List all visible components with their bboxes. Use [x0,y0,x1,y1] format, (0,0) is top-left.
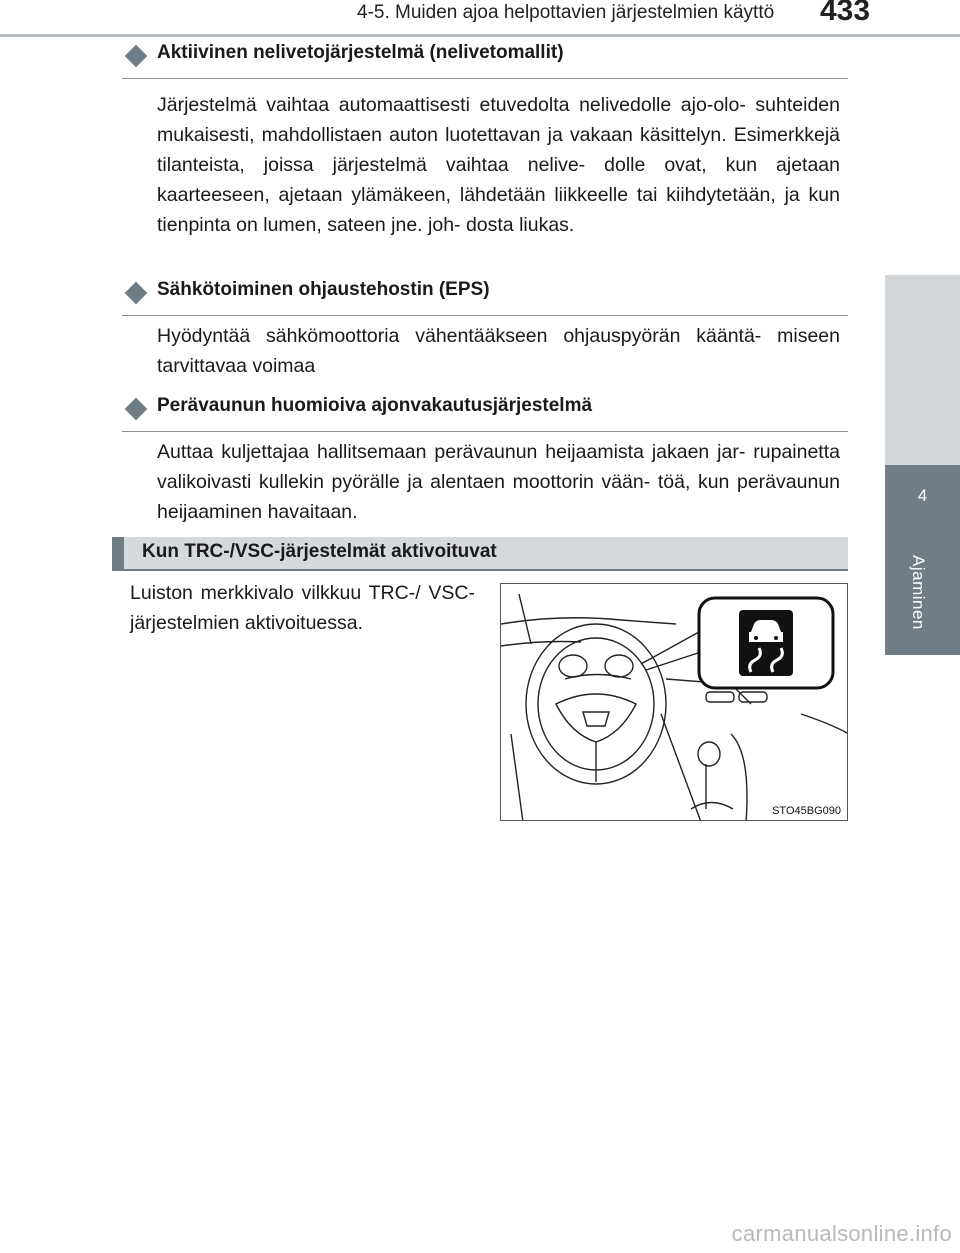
diamond-bullet-icon [125,45,148,68]
watermark: carmanualsonline.info [731,1221,952,1246]
page-number: 433 [820,0,871,27]
subsection-body: Luiston merkkivalo vilkkuu TRC-/ VSC-järjestelmien aktivoituessa. [130,582,475,634]
dashboard-illustration [500,583,848,821]
running-header: 4-5. Muiden ajoa helpottavien järjestelmien käyttö [357,2,775,23]
section-heading-awd [122,42,848,79]
section-title: Aktiivinen nelivetojärjestelmä (nelivetomallit) [157,42,564,63]
section-heading-eps [122,279,848,316]
section-body-awd: Järjestelmä vaihtaa automaattisesti etuvedolta nelivedolle ajo-olo- suhteiden mukaisesti, mahdollistaen auton luotettavan ja vakaan käsittelyn. Esimerkkejä tilanteista, joissa järjestelmä vaihtaa nelive- dolle ovat, kun ajetaan kaarteeseen, ajetaan ylämäkeen, lähdetään liikkeelle tai kiihdytetään, ja kun tienpinta on lumen, sateen jne. joh- dosta liukas. [157,94,840,236]
figure-code: STO45BG090 [772,805,841,817]
slip-indicator-icon [739,610,793,676]
diamond-bullet-icon [125,398,148,421]
header-rule [0,34,960,37]
chapter-name: Ajaminen [909,555,928,630]
section-title: Sähkötoiminen ohjaustehostin (EPS) [157,279,490,300]
side-tab-decoration [885,275,960,465]
dashboard-line-drawing [501,584,848,821]
diamond-bullet-icon [125,282,148,305]
section-title: Perävaunun huomioiva ajonvakautusjärjestelmä [157,395,593,416]
chapter-number: 4 [917,486,928,505]
subsection-title: Kun TRC-/VSC-järjestelmät aktivoituvat [142,541,497,562]
subsection-heading [112,537,848,571]
section-heading-trailer [122,395,848,432]
section-body-eps: Hyödyntää sähkömoottoria vähentääkseen ohjauspyörän kääntä- miseen tarvittavaa voimaa [157,325,840,377]
section-body-trailer: Auttaa kuljettajaa hallitsemaan perävaunun heijaamista jakaen jar- rupainetta valikoivasti kullekin pyörälle ja alentaen moottorin vään- töä, kun perävaunun heijaaminen havaitaan. [157,441,840,523]
